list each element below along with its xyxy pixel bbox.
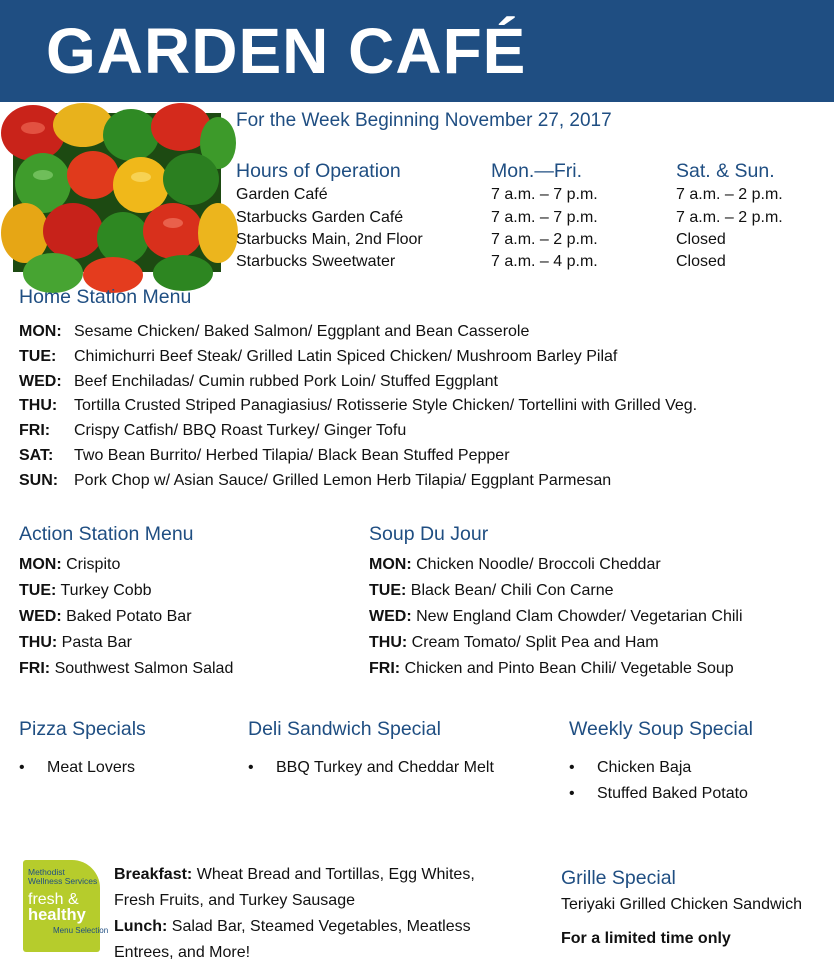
logo-line: Wellness Services: [28, 876, 98, 886]
logo-line: Methodist: [28, 867, 65, 877]
day-label: SUN:: [19, 472, 59, 489]
breakfast-label: Breakfast:: [114, 866, 193, 883]
action-station-heading: Action Station Menu: [19, 523, 194, 545]
menu-items: Chicken and Pinto Bean Chili/ Vegetable Soup: [404, 660, 734, 677]
hours-row-name: Starbucks Sweetwater: [236, 253, 396, 270]
menu-items: Sesame Chicken/ Baked Salmon/ Eggplant and Bean Casserole: [74, 323, 530, 340]
weekly-soup-item-label: Stuffed Baked Potato: [597, 785, 748, 802]
pizza-heading: Pizza Specials: [19, 718, 146, 740]
weekly-soup-item-label: Chicken Baja: [597, 759, 692, 776]
bullet-icon: •: [248, 759, 254, 776]
menu-items: Pork Chop w/ Asian Sauce/ Grilled Lemon Herb Tilapia/ Eggplant Parmesan: [74, 472, 612, 489]
hours-weekday-heading: Mon.—Fri.: [491, 160, 583, 182]
bullet-icon: •: [569, 759, 575, 776]
week-label: For the Week Beginning November 27, 2017: [236, 110, 612, 131]
page-title: GARDEN CAFÉ: [46, 15, 527, 87]
hours-row-weekday: 7 a.m. – 2 p.m.: [491, 231, 598, 248]
home-station-row: [19, 348, 617, 366]
day-label: TUE:: [19, 348, 57, 365]
fresh-healthy-logo: [23, 860, 109, 952]
grille-heading: Grille Special: [561, 867, 676, 889]
day-label: FRI:: [19, 422, 51, 439]
weekly-soup-heading: Weekly Soup Special: [569, 718, 753, 740]
home-station-row: [19, 447, 510, 465]
hours-heading: Hours of Operation: [236, 160, 401, 182]
logo-line: Menu Selection: [53, 926, 109, 935]
soup-du-jour-row: [369, 660, 734, 678]
day-label: FRI:: [369, 660, 401, 677]
hours-row-weekday: 7 a.m. – 7 p.m.: [491, 186, 598, 203]
menu-items: Beef Enchiladas/ Cumin rubbed Pork Loin/ Stuffed Eggplant: [74, 373, 498, 390]
soup-du-jour-row: [369, 582, 614, 600]
day-label: THU:: [369, 634, 408, 651]
logo-line: healthy: [28, 906, 86, 924]
home-station-row: [19, 422, 406, 440]
hours-row-name: Starbucks Garden Café: [236, 209, 404, 226]
soup-du-jour-row: [369, 608, 743, 626]
grille-item: Teriyaki Grilled Chicken Sandwich: [561, 896, 802, 913]
logo-line: fresh &: [28, 891, 79, 908]
day-label: TUE:: [369, 582, 407, 599]
menu-items: Chicken Noodle/ Broccoli Cheddar: [416, 556, 661, 573]
menu-items: Two Bean Burrito/ Herbed Tilapia/ Black Bean Stuffed Pepper: [74, 447, 510, 464]
hours-row-name: Starbucks Main, 2nd Floor: [236, 231, 423, 248]
deli-heading: Deli Sandwich Special: [248, 718, 441, 740]
day-label: FRI:: [19, 660, 51, 677]
day-label: MON:: [369, 556, 412, 573]
menu-items: Crispito: [66, 556, 121, 573]
day-label: THU:: [19, 397, 58, 414]
menu-items: Black Bean/ Chili Con Carne: [410, 582, 614, 599]
soup-du-jour-row: [369, 556, 661, 574]
menu-items: Tortilla Crusted Striped Panagiasius/ Rotisserie Style Chicken/ Tortellini with Grilled Veg.: [74, 397, 698, 414]
day-label: THU:: [19, 634, 58, 651]
pizza-item: [19, 759, 135, 777]
hours-row-weekend: 7 a.m. – 2 p.m.: [676, 209, 783, 226]
breakfast-text: Wheat Bread and Tortillas, Egg Whites,: [192, 866, 475, 883]
home-station-row: [19, 397, 697, 415]
menu-items: Turkey Cobb: [60, 582, 152, 599]
menu-items: Baked Potato Bar: [66, 608, 192, 625]
hours-row-weekday: 7 a.m. – 4 p.m.: [491, 253, 598, 270]
lunch-line-2: Entrees, and More!: [114, 944, 251, 961]
grille-note: For a limited time only: [561, 930, 731, 947]
hours-row-weekend: Closed: [676, 253, 726, 270]
menu-items: Crispy Catfish/ BBQ Roast Turkey/ Ginger Tofu: [74, 422, 407, 439]
soup-du-jour-row: [369, 634, 659, 652]
day-label: WED:: [19, 373, 62, 390]
soup-du-jour-heading: Soup Du Jour: [369, 523, 489, 545]
hours-row-name: Garden Café: [236, 186, 328, 203]
breakfast-line-2: Fresh Fruits, and Turkey Sausage: [114, 892, 355, 909]
deli-item: [248, 759, 494, 777]
menu-items: Cream Tomato/ Split Pea and Ham: [411, 634, 659, 651]
menu-items: Southwest Salmon Salad: [54, 660, 234, 677]
day-label: WED:: [19, 608, 62, 625]
home-station-heading: Home Station Menu: [19, 286, 192, 308]
hours-row-weekday: 7 a.m. – 7 p.m.: [491, 209, 598, 226]
home-station-row: [19, 323, 529, 341]
menu-items: Pasta Bar: [61, 634, 132, 651]
menu-items: New England Clam Chowder/ Vegetarian Chili: [416, 608, 743, 625]
pizza-item-label: Meat Lovers: [47, 759, 136, 776]
home-station-row: [19, 472, 611, 490]
bullet-icon: •: [19, 759, 25, 776]
action-station-row: [19, 556, 120, 574]
action-station-row: [19, 634, 132, 652]
bullet-icon: •: [569, 785, 575, 802]
day-label: WED:: [369, 608, 412, 625]
weekly-soup-item: [569, 759, 691, 777]
header-banner: [0, 0, 834, 102]
lunch-label: Lunch:: [114, 918, 168, 935]
action-station-row: [19, 608, 192, 626]
action-station-row: [19, 660, 233, 678]
day-label: MON:: [19, 323, 62, 340]
hours-row-weekend: 7 a.m. – 2 p.m.: [676, 186, 783, 203]
day-label: SAT:: [19, 447, 54, 464]
lunch-line: [114, 918, 471, 936]
action-station-row: [19, 582, 151, 600]
day-label: MON:: [19, 556, 62, 573]
home-station-row: [19, 373, 498, 391]
hours-weekend-heading: Sat. & Sun.: [676, 160, 775, 182]
peppers-image: [13, 113, 221, 272]
lunch-text: Salad Bar, Steamed Vegetables, Meatless: [167, 918, 471, 935]
breakfast-line: [114, 866, 475, 884]
day-label: TUE:: [19, 582, 57, 599]
deli-item-label: BBQ Turkey and Cheddar Melt: [276, 759, 494, 776]
weekly-soup-item: [569, 785, 748, 803]
menu-items: Chimichurri Beef Steak/ Grilled Latin Spiced Chicken/ Mushroom Barley Pilaf: [74, 348, 618, 365]
hours-row-weekend: Closed: [676, 231, 726, 248]
